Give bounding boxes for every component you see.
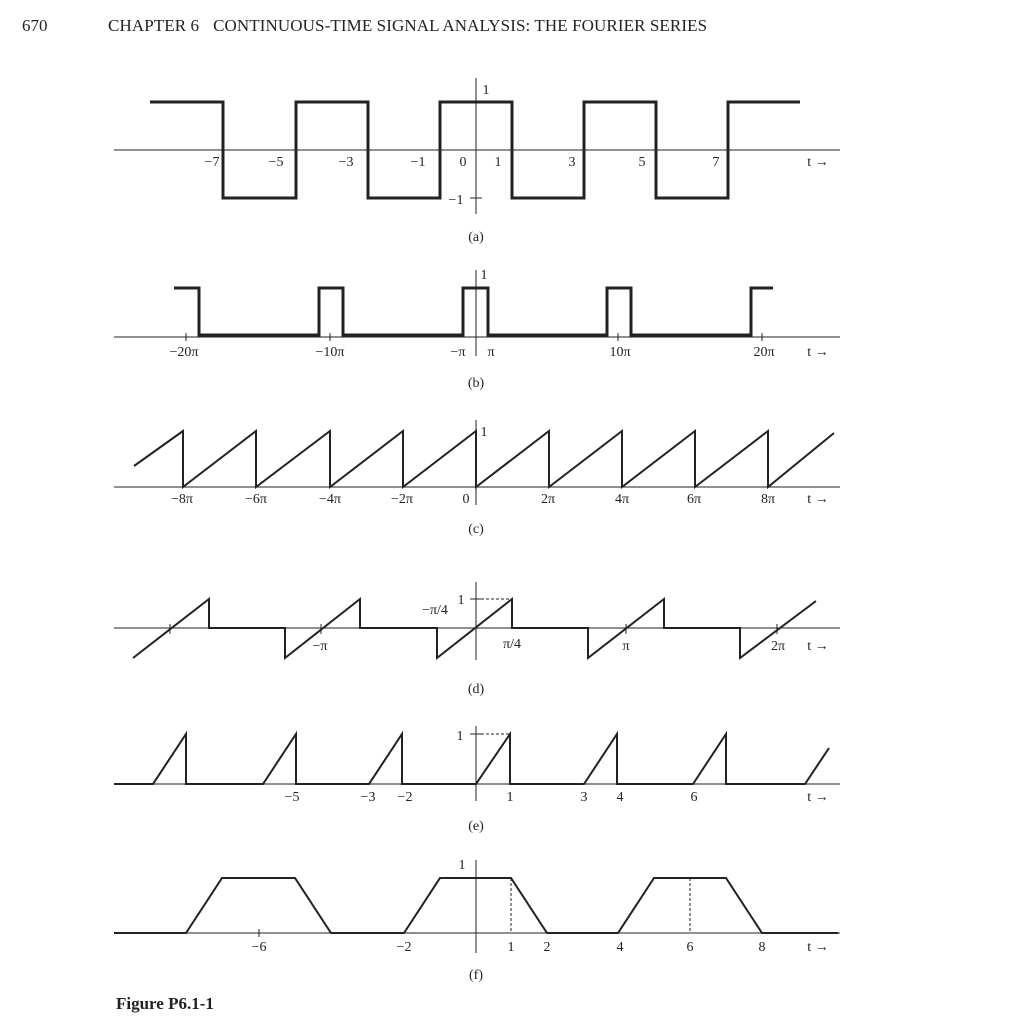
panel-d-amplitude-label: 1 [457, 593, 465, 608]
panel-c-tick-label: 2π [540, 492, 556, 507]
panel-e-tick-label: 4 [616, 790, 624, 805]
page-number: 670 [22, 16, 48, 35]
panel-b [114, 270, 840, 356]
panel-a-tick-label: −1 [410, 155, 426, 170]
panel-a-tick-label: −3 [338, 155, 354, 170]
panel-a-tick-label: −5 [268, 155, 284, 170]
panel-d-tick-label: π [622, 639, 630, 654]
panel-f-tick-label: 2 [543, 940, 551, 955]
panel-b-tick-label: −20π [169, 345, 199, 360]
panel-d-axis-variable: t → [807, 639, 829, 654]
panel-e-axis-variable: t → [807, 790, 829, 805]
panel-a-tick-label: 7 [712, 155, 720, 170]
panel-e-tick-label: 1 [506, 790, 514, 805]
panel-c-tick-label: −4π [319, 492, 341, 507]
panel-c-tick-label: −2π [391, 492, 413, 507]
panel-c-tick-label: 4π [614, 492, 630, 507]
panel-a-tick-label: 5 [638, 155, 646, 170]
panel-b-tick-label: π [487, 345, 495, 360]
panel-c-amplitude-label: 1 [480, 425, 488, 440]
panel-f-tick-label: 1 [507, 940, 515, 955]
panel-d-tick-label: π/4 [503, 637, 521, 652]
panel-a-caption: (a) [468, 230, 484, 245]
panel-a [114, 78, 840, 214]
panel-c-tick-label: 8π [760, 492, 776, 507]
panel-f-tick-label: −2 [396, 940, 412, 955]
panel-b-waveform [174, 288, 773, 335]
panel-c-tick-label: −8π [171, 492, 193, 507]
panel-f-tick-label: 8 [758, 940, 766, 955]
panel-c-tick-label: −6π [245, 492, 267, 507]
panel-a-amplitude-label: −1 [448, 193, 464, 208]
panel-b-amplitude-label: 1 [480, 268, 488, 283]
panel-b-tick-label: 10π [609, 345, 631, 360]
chapter-title: CONTINUOUS-TIME SIGNAL ANALYSIS: THE FOURIER SERIES [213, 16, 708, 35]
chapter-label: CHAPTER 6 [108, 16, 200, 35]
panel-e-tick-label: −5 [284, 790, 300, 805]
panel-e-tick-label: 6 [690, 790, 698, 805]
panel-c-caption: (c) [468, 522, 484, 537]
panel-d-caption: (d) [467, 682, 485, 697]
panel-a-tick-label: 3 [568, 155, 576, 170]
panel-e-tick-label: −3 [360, 790, 376, 805]
panel-d-waveform [133, 599, 816, 658]
panel-b-axis-variable: t → [807, 345, 829, 360]
panel-d-tick-label: 2π [770, 639, 786, 654]
panel-f-axis-variable: t → [807, 940, 829, 955]
panel-c-tick-label: 0 [462, 492, 470, 507]
panel-e-waveform [114, 734, 829, 784]
panel-b-caption: (b) [467, 376, 485, 391]
panel-b-tick-label: −10π [315, 345, 345, 360]
panel-f [114, 860, 840, 953]
panel-e-caption: (e) [468, 819, 484, 834]
panel-c-tick-label: 6π [686, 492, 702, 507]
panel-c [114, 420, 840, 505]
panel-e [114, 726, 840, 801]
panel-a-amplitude-label: 1 [482, 83, 490, 98]
panel-a-axis-variable: t → [807, 155, 829, 170]
panel-f-tick-label: 4 [616, 940, 624, 955]
panel-a-tick-label: 1 [494, 155, 502, 170]
figure-caption: Figure P6.1-1 [116, 994, 214, 1013]
panel-f-amplitude-label: 1 [458, 858, 466, 873]
panel-d-tick-label: −π [312, 639, 328, 654]
panel-f-tick-label: 6 [686, 940, 694, 955]
panel-e-amplitude-label: 1 [456, 729, 464, 744]
panel-b-tick-label: −π [450, 345, 466, 360]
panel-a-tick-label: 0 [459, 155, 467, 170]
panel-b-tick-label: 20π [753, 345, 775, 360]
panel-d [114, 582, 840, 660]
panel-e-tick-label: −2 [397, 790, 413, 805]
panel-c-axis-variable: t → [807, 492, 829, 507]
panel-d-tick-label: −π/4 [422, 603, 448, 618]
panel-a-tick-label: −7 [204, 155, 220, 170]
panel-f-caption: (f) [469, 968, 483, 983]
panel-e-tick-label: 3 [580, 790, 588, 805]
panel-f-tick-label: −6 [251, 940, 267, 955]
